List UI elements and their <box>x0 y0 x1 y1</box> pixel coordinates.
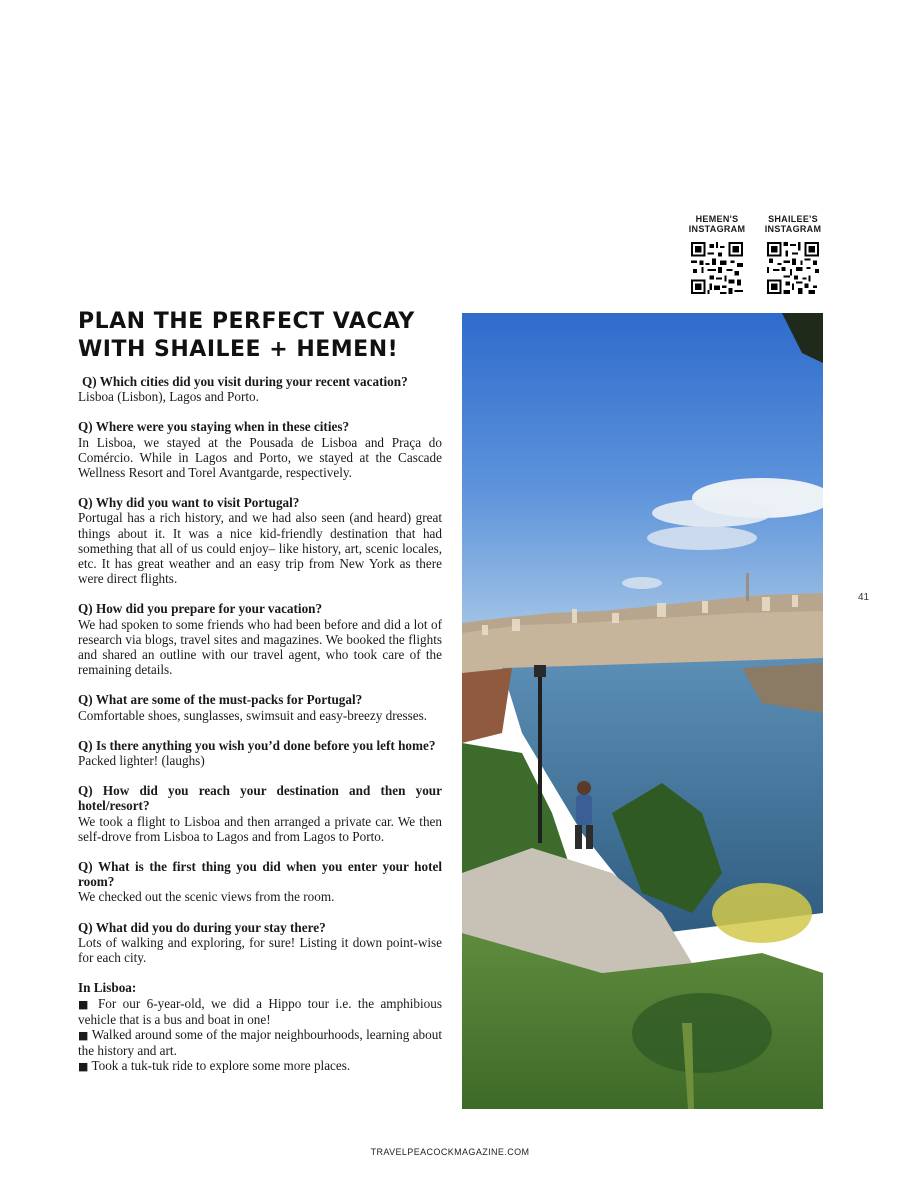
answer: Portugal has a rich history, and we had also seen (and heard) great things about it. It was a nice kid-friendly destination that had something that all of us could enjoy– like history, art, scenic locales, etc. It has great weather and an easy trip from New York as there were direct flights. <box>78 510 442 587</box>
qa-item <box>78 920 442 966</box>
answer: Packed lighter! (laughs) <box>78 753 205 769</box>
hemen-qr-label-line1: HEMEN'S <box>695 214 739 224</box>
qa-item <box>78 783 442 844</box>
section-heading: In Lisboa: <box>78 980 137 996</box>
bullet-square-icon: ■ <box>78 997 92 1011</box>
page-title <box>78 308 458 364</box>
lisboa-section <box>78 980 442 1074</box>
qa-item <box>78 419 442 480</box>
qr-code-icon[interactable] <box>767 242 819 294</box>
qr-code-icon[interactable] <box>691 242 743 294</box>
porto-river-photo <box>462 313 823 1109</box>
hemen-qr-label-line2: INSTAGRAM <box>688 224 746 234</box>
list-item-text: For our 6-year-old, we did a Hippo tour i.e. the amphibious vehicle that is a bus and boat in one! <box>78 995 442 1027</box>
qa-item <box>78 495 442 586</box>
question: Q) Why did you want to visit Portugal? <box>78 495 300 511</box>
qa-item <box>78 692 442 722</box>
page-number: 41 <box>858 592 870 603</box>
shailee-instagram-qr[interactable] <box>758 214 828 294</box>
page-title-line1: PLAN THE PERFECT VACAY <box>78 309 415 334</box>
question: Q) Which cities did you visit during your recent vacation? <box>82 374 408 389</box>
answer: Comfortable shoes, sunglasses, swimsuit and easy-breezy dresses. <box>78 707 428 723</box>
page-title-line2: WITH SHAILEE + HEMEN! <box>78 337 399 362</box>
qa-item <box>78 738 442 768</box>
qa-item <box>78 601 442 677</box>
list-item <box>78 1027 442 1058</box>
question: Q) How did you prepare for your vacation? <box>78 601 323 617</box>
question: Q) What are some of the must-packs for Portugal? <box>78 692 363 708</box>
question: Q) What is the first thing you did when you enter your hotel room? <box>78 859 442 890</box>
shailee-qr-label-line2: INSTAGRAM <box>764 224 822 234</box>
answer: In Lisboa, we stayed at the Pousada de Lisboa and Praça do Comércio. While in Lagos and Porto, we stayed at the Cascade Wellness Resort and Torel Avantgarde, respectively. <box>78 434 442 481</box>
list-item <box>78 996 442 1027</box>
bullet-square-icon: ■ <box>78 1028 89 1042</box>
question: Q) What did you do during your stay there? <box>78 919 326 935</box>
shailee-qr-label-line1: SHAILEE'S <box>768 214 818 224</box>
list-item <box>78 1058 442 1074</box>
answer: Lots of walking and exploring, for sure! Listing it down point-wise for each city. <box>78 934 442 966</box>
question: Q) How did you reach your destination and then your hotel/resort? <box>78 783 442 814</box>
list-item-text: Walked around some of the major neighbourhoods, learning about the history and art. <box>78 1026 442 1059</box>
qa-item <box>78 859 442 905</box>
answer: We took a flight to Lisboa and then arranged a private car. We then self-drove from Lisboa to Lagos and from Lagos to Porto. <box>78 813 442 844</box>
list-item-text: Took a tuk-tuk ride to explore some more places. <box>91 1058 351 1074</box>
bullet-square-icon: ■ <box>78 1060 89 1074</box>
question: Q) Is there anything you wish you’d done before you left home? <box>78 737 436 753</box>
interview-article <box>78 374 442 1075</box>
answer: We checked out the scenic views from the room. <box>78 889 335 905</box>
photo-illustration <box>462 313 823 1109</box>
footer-website[interactable]: TRAVELPEACOCKMAGAZINE.COM <box>370 1147 530 1157</box>
answer: Lisboa (Lisbon), Lagos and Porto. <box>78 389 259 405</box>
question: Q) Where were you staying when in these cities? <box>78 419 350 435</box>
answer: We had spoken to some friends who had been before and did a lot of research via blogs, travel sites and magazines. We booked the flights and shared an outline with our travel agent, who took care of the remaining details. <box>78 616 442 678</box>
hemen-instagram-qr[interactable] <box>682 214 752 294</box>
qa-item <box>78 374 442 404</box>
